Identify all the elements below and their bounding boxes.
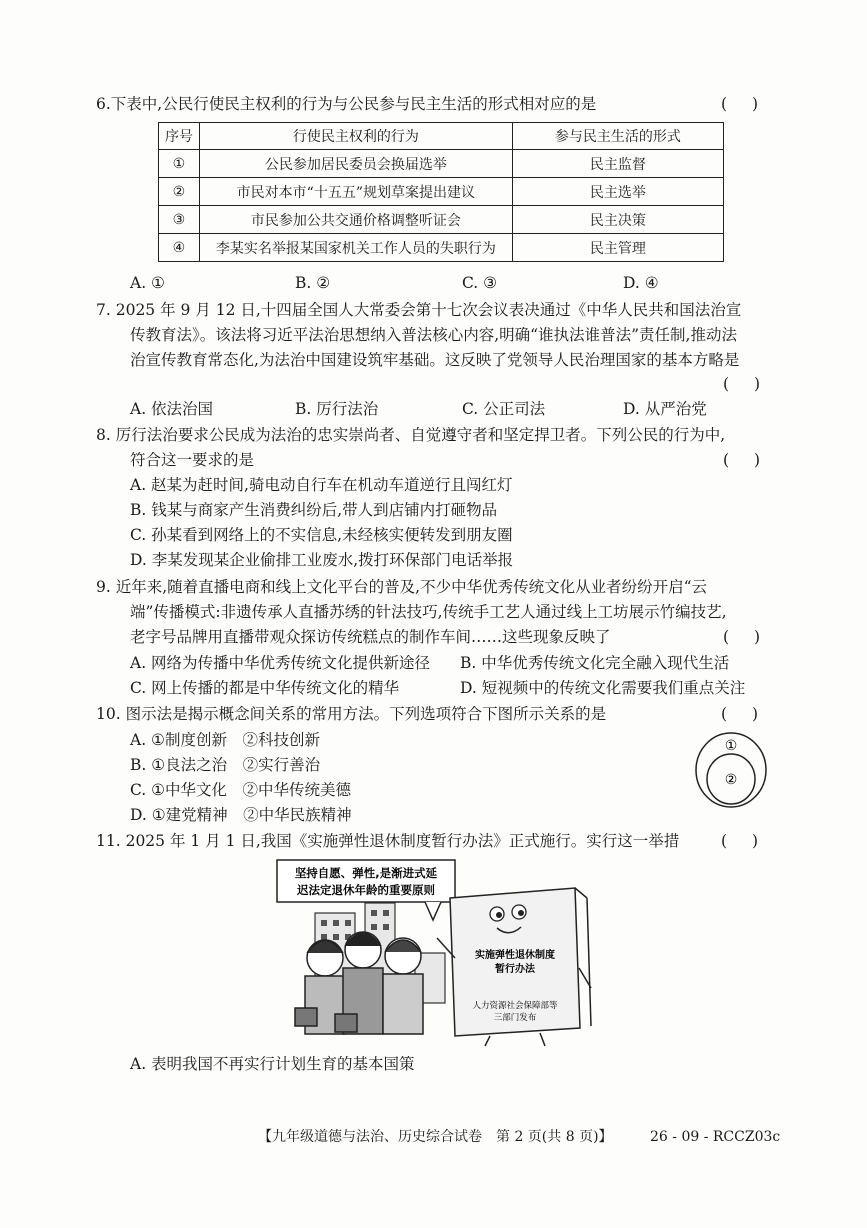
table-row	[159, 150, 724, 178]
q6-option-b: B. ②	[295, 274, 331, 292]
table-cell: 民主决策	[512, 206, 723, 234]
q7-option-d: D. 从严治党	[623, 400, 707, 418]
q9-option-c: C. 网上传播的都是中华传统文化的精华	[130, 679, 400, 697]
footer-code: 26 - 09 - RCCZ03c	[650, 1129, 781, 1145]
q8-line: 符合这一要求的是 ( )	[130, 451, 770, 469]
q8-line: 8. 厉行法治要求公民成为法治的忠实崇尚者、自觉遵守者和坚定捍卫者。下列公民的行为中,	[96, 426, 726, 444]
doc-issuer-line: 人力资源社会保障部等	[472, 1001, 558, 1011]
q6-option-d: D. ④	[623, 274, 659, 292]
header-cell: 行使民主权利的行为	[199, 123, 512, 150]
doc-title-line: 暂行办法	[495, 964, 535, 975]
q11-option-a: A. 表明我国不再实行计划生育的基本国策	[130, 1055, 415, 1073]
table-row	[159, 206, 724, 234]
q10-option-a: A. ①制度创新 ②科技创新	[130, 731, 320, 749]
retirement-policy-cartoon	[275, 858, 595, 1048]
table-cell: ④	[159, 234, 200, 262]
table-cell: 民主管理	[512, 234, 723, 262]
q7-option-a: A. 依法治国	[130, 400, 214, 418]
exam-page: 6.下表中,公民行使民主权利的行为与公民参与民主生活的形式相对应的是 ( ) 序号 行使民主权利的行为 参与民主生活的形式 ① 公民参加居民委员会换届选举 民主监督 ② 市民对本市“十五五”规划草案提出建议 民主选举 ③ 市民参加公共交通价格调整听证会 民主决策 ④ 李某实名举报某国家机关工作人员的失职行为 民主管理 A. ① B. ② C. ③ D. ④ 7. 2025 年 9 月 12 日,十四届全国人大常委会第十七次会议表决通过《中华人民共和国法治宣 传教育法》。该法将习近平法治思想纳入普法核心内容,明确“谁执法谁普法”责任制,推动法 治宣传教育常态化,为法治中国建设筑牢基础。这反映了党领导人民治理国家的基本方略是 ( ) A. 依法治国 B. 厉行法治 C. 公正司法 D. 从严治党 8. 厉行法治要求公民成为法治的忠实崇尚者、自觉遵守者和坚定捍卫者。下列公民的行为中, 符合这一要求的是 ( ) A. 赵某为赶时间,骑电动自行车在机动车道逆行且闯红灯 B. 钱某与商家产生消费纠纷后,带人到店铺内打砸物品 C. 孙某看到网络上的不实信息,未经核实便转发到朋友圈 D. 李某发现某企业偷排工业废水,拨打环保部门电话举报 9. 近年来,随着直播电商和线上文化平台的普及,不少中华优秀传统文化从业者纷纷开启“云 端”传播模式:非遗传承人直播苏绣的针法技巧,传统手工艺人通过线上工坊展示竹编技艺, 老字号品牌用直播带观众探访传统糕点的制作车间……这些现象反映了 ( ) A. 网络为传播中华优秀传统文化提供新途径 B. 中华优秀传统文化完全融入现代生活 C. 网上传播的都是中华传统文化的精华 D. 短视频中的传统文化需要我们重点关注 10. 图示法是揭示概念间关系的常用方法。下列选项符合下图所示关系的是 ( ) A. ①制度创新 ②科技创新 B. ①良法之治 ②实行善治 C. ①中华文化 ②中华传统美德 D. ①建党精神 ②中华民族精神 ① ② 11. 2025 年 1 月 1 日,我国《实施弹性退休制度暂行办法》正式施行。实行这一举措 ( ) 坚持自愿、弹性,是渐进式延 迟法定退休年龄的重要原则 实施弹性退休制度 暂行办法 人力资源社会保障部等 三部门发布 A. 表明我国不再实行计划生育的基本国策 【九年级道德与法治、历史综合试卷 第 2 页(共 8 页)】 26 - 09 - RCCZ03c	[96, 95, 781, 1145]
bubble-text-line: 迟法定退休年龄的重要原则	[297, 883, 435, 897]
table-cell: 民主选举	[512, 178, 723, 206]
doc-title-line: 实施弹性退休制度	[475, 950, 555, 961]
q9-option-d: D. 短视频中的传统文化需要我们重点关注	[460, 679, 746, 697]
q10-option-d: D. ①建党精神 ②中华民族精神	[130, 806, 352, 824]
table-cell: 李某实名举报某国家机关工作人员的失职行为	[199, 234, 512, 262]
q9-option-b: B. 中华优秀传统文化完全融入现代生活	[460, 654, 730, 672]
q6-option-c: C. ③	[462, 274, 498, 292]
bubble-text-line: 坚持自愿、弹性,是渐进式延	[294, 866, 438, 880]
table-cell: 公民参加居民委员会换届选举	[199, 150, 512, 178]
q10-stem: 10. 图示法是揭示概念间关系的常用方法。下列选项符合下图所示关系的是 ( )	[96, 705, 768, 723]
table-cell: ②	[159, 178, 200, 206]
footer-title: 【九年级道德与法治、历史综合试卷 第 2 页(共 8 页)】	[258, 1129, 613, 1145]
q8-option-a: A. 赵某为赶时间,骑电动自行车在机动车道逆行且闯红灯	[130, 476, 513, 494]
table-cell: ③	[159, 206, 200, 234]
q7-option-c: C. 公正司法	[462, 400, 546, 418]
venn-diagram	[693, 730, 769, 810]
table-cell: 民主监督	[512, 150, 723, 178]
q7-line: 传教育法》。该法将习近平法治思想纳入普法核心内容,明确“谁执法谁普法”责任制,推动法	[130, 326, 737, 344]
q6-table	[158, 122, 724, 262]
people-illustration	[295, 932, 423, 1034]
q7-line: 7. 2025 年 9 月 12 日,十四届全国人大常委会第十七次会议表决通过《中华人民共和国法治宣	[96, 301, 742, 319]
q7-line: 治宣传教育常态化,为法治中国建设筑牢基础。这反映了党领导人民治理国家的基本方略是	[130, 351, 740, 369]
q8-option-c: C. 孙某看到网络上的不实信息,未经核实便转发到朋友圈	[130, 526, 513, 544]
table-cell: ①	[159, 150, 200, 178]
table-header-row	[159, 123, 724, 150]
header-cell: 参与民主生活的形式	[512, 123, 723, 150]
q9-option-a: A. 网络为传播中华优秀传统文化提供新途径	[130, 654, 431, 672]
inner-label: ②	[724, 772, 738, 788]
q6-stem: 6.下表中,公民行使民主权利的行为与公民参与民主生活的形式相对应的是 ( )	[96, 95, 768, 113]
q11-stem: 11. 2025 年 1 月 1 日,我国《实施弹性退休制度暂行办法》正式施行。实行这一举措 ( )	[96, 832, 768, 850]
q10-option-c: C. ①中华文化 ②中华传统美德	[130, 781, 352, 799]
doc-issuer-line: 三部门发布	[493, 1013, 537, 1023]
q10-option-b: B. ①良法之治 ②实行善治	[130, 756, 321, 774]
q9-line: 老字号品牌用直播带观众探访传统糕点的制作车间……这些现象反映了 ( )	[130, 628, 770, 646]
q6-option-a: A. ①	[130, 274, 165, 292]
table-row	[159, 178, 724, 206]
bubble-tail	[425, 902, 441, 920]
table-cell: 市民对本市“十五五”规划草案提出建议	[199, 178, 512, 206]
header-cell: 序号	[159, 123, 200, 150]
q8-option-d: D. 李某发现某企业偷排工业废水,拨打环保部门电话举报	[130, 551, 514, 569]
q7-option-b: B. 厉行法治	[295, 400, 379, 418]
table-cell: 市民参加公共交通价格调整听证会	[199, 206, 512, 234]
table-row	[159, 234, 724, 262]
q9-line: 9. 近年来,随着直播电商和线上文化平台的普及,不少中华优秀传统文化从业者纷纷开启“云	[96, 578, 707, 596]
q8-option-b: B. 钱某与商家产生消费纠纷后,带人到店铺内打砸物品	[130, 501, 498, 519]
q9-line: 端”传播模式:非遗传承人直播苏绣的针法技巧,传统手工艺人通过线上工坊展示竹编技艺,	[130, 603, 727, 621]
outer-label: ①	[724, 738, 738, 754]
